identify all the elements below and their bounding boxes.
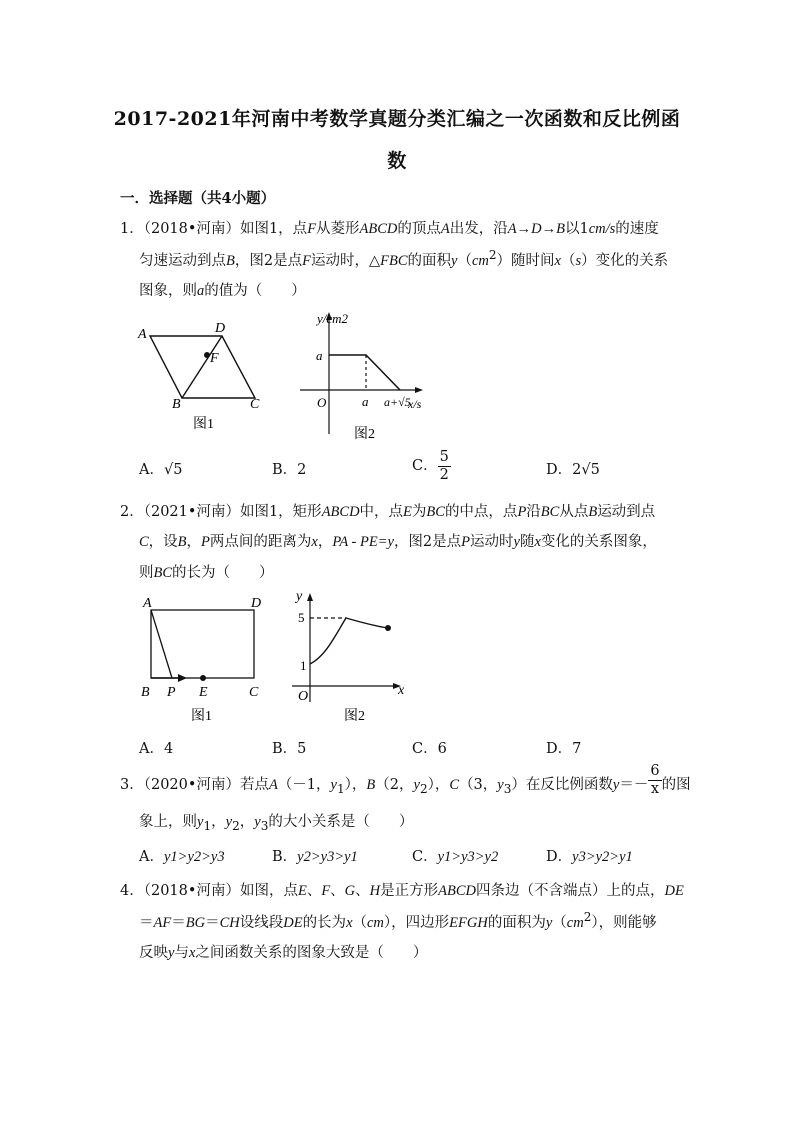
option-label: B． (272, 849, 298, 865)
q4-text: ＝ (171, 914, 186, 931)
q4-text: 之间函数关系的图象大致是（ ） (195, 945, 428, 961)
q4-text: 四条边（不含端点）上的点， (476, 883, 665, 899)
q1-line3 (139, 279, 306, 300)
q4-var: BG (185, 914, 206, 931)
q4-text: ＝ (205, 914, 220, 931)
q2-var: PA - PE=y (332, 534, 394, 550)
q2-label-b: B (141, 685, 150, 700)
q2-x-label: x (398, 683, 405, 698)
q4-text: 设线段 (239, 914, 284, 931)
option-text: 5 (297, 741, 307, 757)
q2-rectangle-shape (151, 610, 254, 678)
q4-source: （2018•河南） (143, 883, 240, 899)
q2-text: 随 (519, 534, 535, 550)
q2-var: ABCD (321, 504, 360, 520)
q1-text: 的速度 (615, 221, 659, 237)
q1-text: 从菱形 (316, 221, 360, 237)
q4-var: DE (664, 883, 684, 899)
q2-text: 的中点，点 (444, 504, 518, 520)
q4-text: ），四边形 (383, 914, 450, 931)
q4-var: y (545, 914, 553, 931)
option-label: D． (546, 462, 573, 478)
q1-var: y (451, 252, 458, 269)
q3-var: B (366, 777, 376, 793)
q2-text: 如图1，矩形 (239, 504, 322, 520)
q1-figure2-graph (296, 310, 436, 445)
q1-label-a: A (138, 327, 147, 342)
q2-line1 (120, 500, 655, 521)
option-text: 2√5 (572, 462, 600, 478)
q1-var: cm (471, 252, 489, 269)
option-label: A． (139, 741, 164, 757)
q2-var: x (311, 534, 318, 550)
q3-text: 象上，则 (139, 814, 197, 830)
q3-var: C (449, 777, 460, 793)
q2-figure2-graph (288, 590, 413, 727)
q4-text: 反映 (139, 945, 168, 961)
q1-var: a (197, 283, 205, 299)
q4-text: 的面积为 (487, 914, 546, 931)
q2-tick-5: 5 (298, 610, 305, 625)
q4-var: x (188, 945, 196, 961)
section-heading: 一．选择题（共4小题） (120, 190, 276, 207)
q2-text: 的长为（ ） (172, 565, 274, 581)
q2-text: 两点间的距离为 (209, 534, 312, 550)
q3-text: ＝－ (619, 777, 649, 793)
q1-text: 的顶点 (397, 221, 441, 237)
q4-var: y (168, 945, 175, 961)
q1-a-x: a (362, 394, 369, 409)
option-fraction (438, 450, 451, 482)
q3-option-d[interactable] (546, 845, 633, 866)
q3-option-a[interactable] (139, 845, 225, 866)
q1-text: 运动时，△ (310, 252, 381, 269)
q2-var: P (201, 534, 210, 550)
q2-text: ，图2是点 (393, 534, 462, 550)
q3-var: y (330, 777, 337, 793)
q2-text: ， (186, 534, 202, 550)
q1-var: s (575, 252, 582, 269)
option-label: A． (139, 462, 164, 478)
q2-text: ， (317, 534, 333, 550)
q2-endpoint (385, 625, 391, 631)
q2-tick-1: 1 (300, 658, 307, 673)
q1-sup: 2 (488, 248, 497, 262)
q1-option-a[interactable] (139, 458, 182, 479)
q3-option-c[interactable] (412, 845, 498, 866)
fraction-denominator: x (650, 780, 660, 797)
q1-var: cm/s (588, 221, 616, 237)
page-title: 2017-2021年河南中考数学真题分类汇编之一次函数和反比例函 (113, 108, 681, 130)
q1-diagonal-bd (182, 336, 222, 398)
q3-text: ）， (427, 777, 450, 793)
q4-line2 (139, 910, 657, 932)
q2-var: B (177, 534, 187, 550)
q3-var: y (497, 777, 504, 793)
q1-line2 (139, 248, 668, 270)
q4-var: AF (153, 914, 172, 931)
q4-text: ＝ (139, 914, 154, 931)
q2-figure1-rectangle (135, 592, 275, 727)
q4-text: （ (552, 914, 567, 931)
q4-var: cm (566, 914, 584, 931)
q2-label-d: D (251, 596, 262, 611)
q1-label-f: F (210, 351, 219, 366)
q2-point-e (200, 675, 206, 681)
option-text: y1>y3>y2 (437, 849, 499, 865)
q3-option-b[interactable] (272, 845, 358, 866)
q2-segment-ap (151, 610, 172, 678)
q1-ylabel: y/cm2 (317, 311, 349, 326)
q1-text: 出发，沿 (449, 221, 508, 237)
q2-label-p: P (167, 685, 176, 700)
q3-fraction (648, 764, 661, 796)
q4-text: 与 (174, 945, 189, 961)
q1-a-y: a (316, 348, 323, 363)
q2-option-b[interactable] (272, 737, 306, 758)
q1-source: （2018•河南） (143, 221, 240, 237)
q1-option-c[interactable] (412, 450, 451, 482)
q1-option-d[interactable] (546, 458, 600, 479)
option-label: C． (412, 741, 438, 757)
q1-text: 以1 (564, 221, 589, 237)
q3-sub: 1 (336, 781, 345, 796)
q4-text: 、 (355, 883, 370, 899)
q1-var: F (307, 221, 317, 237)
q2-text: 运动时 (470, 534, 514, 550)
q4-var: CH (219, 914, 240, 931)
q2-label-a: A (143, 596, 152, 611)
q2-text: 沿 (526, 504, 541, 520)
q2-text: 从点 (559, 504, 589, 520)
q1-text: 如图1，点 (239, 221, 308, 237)
q3-sub: 3 (503, 781, 512, 796)
q4-number: 4． (120, 883, 144, 899)
option-label: D． (546, 849, 573, 865)
q4-text: （ (352, 914, 367, 931)
q3-var: y (413, 777, 420, 793)
q4-var: EFGH (449, 914, 488, 931)
q2-y-label: y (296, 589, 303, 604)
q1-text: ）变化的关系 (581, 252, 669, 269)
q2-fig1-caption: 图1 (191, 709, 212, 724)
option-text: √5 (163, 462, 183, 478)
option-label: B． (272, 462, 298, 478)
q2-var: C (139, 534, 149, 550)
q2-var: P (461, 534, 471, 550)
q2-var: x (534, 534, 541, 550)
option-text: y1>y2>y3 (163, 849, 225, 865)
q2-text: 运动到点 (597, 504, 656, 520)
q2-var: y (513, 534, 520, 550)
q2-label-e: E (199, 685, 208, 700)
q4-var: cm (367, 914, 384, 931)
option-label: A． (139, 849, 164, 865)
q2-origin: O (298, 689, 309, 704)
q2-number: 2． (120, 504, 144, 520)
q4-var: H (369, 883, 381, 899)
q1-text: 的值为（ ） (204, 283, 306, 299)
option-text: 2 (297, 462, 307, 478)
q3-var: A (268, 777, 278, 793)
q3-text: （2， (375, 777, 414, 793)
q1-line1 (120, 217, 659, 238)
q1-option-b[interactable] (272, 458, 306, 479)
q1-text: 匀速运动到点 (139, 252, 226, 269)
q1-label-c: C (250, 397, 260, 412)
q4-line1 (120, 879, 684, 900)
option-label: C． (412, 849, 438, 865)
q1-xlabel: x/s (408, 397, 422, 411)
q4-var: ABCD (438, 883, 476, 899)
q1-label-b: B (172, 397, 181, 412)
q3-line2: 象上，则$y_1$，$y_2$，$y_3$的大小关系是（ ） (139, 814, 414, 833)
q1-figure1-rhombus (130, 318, 280, 438)
q2-line3 (139, 561, 274, 582)
q3-text: 的大小关系是（ ） (268, 814, 414, 830)
option-label: C． (412, 458, 438, 474)
q1-var: B (226, 252, 235, 269)
q3-source: （2020•河南） (143, 777, 240, 793)
q3-text: （－1， (277, 777, 331, 793)
q3-text: （3， (459, 777, 498, 793)
q1-var: A (440, 221, 450, 237)
q2-var: P (517, 504, 527, 520)
q3-var: y (612, 777, 620, 793)
q2-label-c: C (249, 685, 259, 700)
q3-sub: 2 (419, 781, 428, 796)
q2-line2 (139, 530, 657, 551)
q3-text: ）， (344, 777, 367, 793)
q4-var: F (321, 883, 331, 899)
option-label: B． (272, 741, 298, 757)
q1-origin: O (317, 395, 327, 410)
q2-var: BC (540, 504, 560, 520)
q2-var: B (588, 504, 598, 520)
q4-var: G (344, 883, 356, 899)
q2-text: 为 (411, 504, 427, 520)
q1-text: 图象，则 (139, 283, 197, 299)
q4-var: E (297, 883, 307, 899)
q3-text: ）在反比例函数 (511, 777, 613, 793)
q2-text: ，设 (148, 534, 178, 550)
q1-fig2-caption: 图2 (354, 427, 375, 442)
q3-number: 3． (120, 777, 144, 793)
q1-fig1-caption: 图1 (193, 417, 214, 432)
q1-graph-line (329, 355, 400, 390)
q2-text: 中，点 (359, 504, 404, 520)
q4-text: ），则能够 (591, 914, 657, 931)
q1-var: FBC (380, 252, 408, 269)
q4-text: 的长为 (302, 914, 347, 931)
q1-text: 的面积 (407, 252, 451, 269)
q4-text: 是正方形 (380, 883, 439, 899)
q2-var: BC (153, 565, 173, 581)
q1-var: ABCD (359, 221, 398, 237)
q4-text: 、 (330, 883, 345, 899)
q4-text: 如图，点 (239, 883, 298, 899)
q3-text: 若点 (239, 777, 269, 793)
q3-line1 (120, 763, 691, 797)
fraction-denominator: 2 (439, 466, 449, 483)
q4-var: DE (283, 914, 303, 931)
q1-var: F (302, 252, 311, 269)
option-text: 6 (437, 741, 447, 757)
q2-fig2-caption: 图2 (344, 709, 365, 724)
q1-text: ）随时间 (496, 252, 555, 269)
option-text: 7 (572, 741, 582, 757)
q2-option-d[interactable] (546, 737, 581, 758)
q2-var: BC (426, 504, 445, 520)
q1-var: A→D→B (507, 221, 565, 237)
q1-var: x (554, 252, 561, 269)
q2-source: （2021•河南） (143, 504, 240, 520)
q2-text: 变化的关系图象， (540, 534, 657, 550)
page-title-continued: 数 (387, 150, 407, 172)
q1-text: （ (457, 252, 472, 269)
q1-label-d: D (215, 321, 226, 336)
option-text: y2>y3>y1 (297, 849, 358, 865)
q2-option-a[interactable] (139, 737, 173, 758)
q2-option-c[interactable] (412, 737, 447, 758)
q4-text: 、 (306, 883, 322, 899)
option-text: 4 (163, 741, 174, 757)
q2-graph-curve (310, 618, 388, 664)
q2-text: 则 (139, 565, 154, 581)
option-text: y3>y2>y1 (572, 849, 633, 865)
option-label: D． (546, 741, 573, 757)
q2-arrow (178, 674, 187, 682)
q2-var: E (403, 504, 412, 520)
fraction-numerator: 5 (439, 449, 449, 465)
fraction-numerator: 6 (650, 763, 660, 779)
q4-line3 (139, 941, 427, 962)
q1-text: （ (560, 252, 576, 269)
q4-var: x (346, 914, 353, 931)
q4-sup: 2 (583, 910, 592, 924)
q1-a-plus-sqrt5: a+√5 (384, 395, 411, 409)
q3-text: 的图 (661, 777, 691, 793)
q1-text: ，图2是点 (234, 252, 303, 269)
q1-number: 1． (120, 221, 144, 237)
